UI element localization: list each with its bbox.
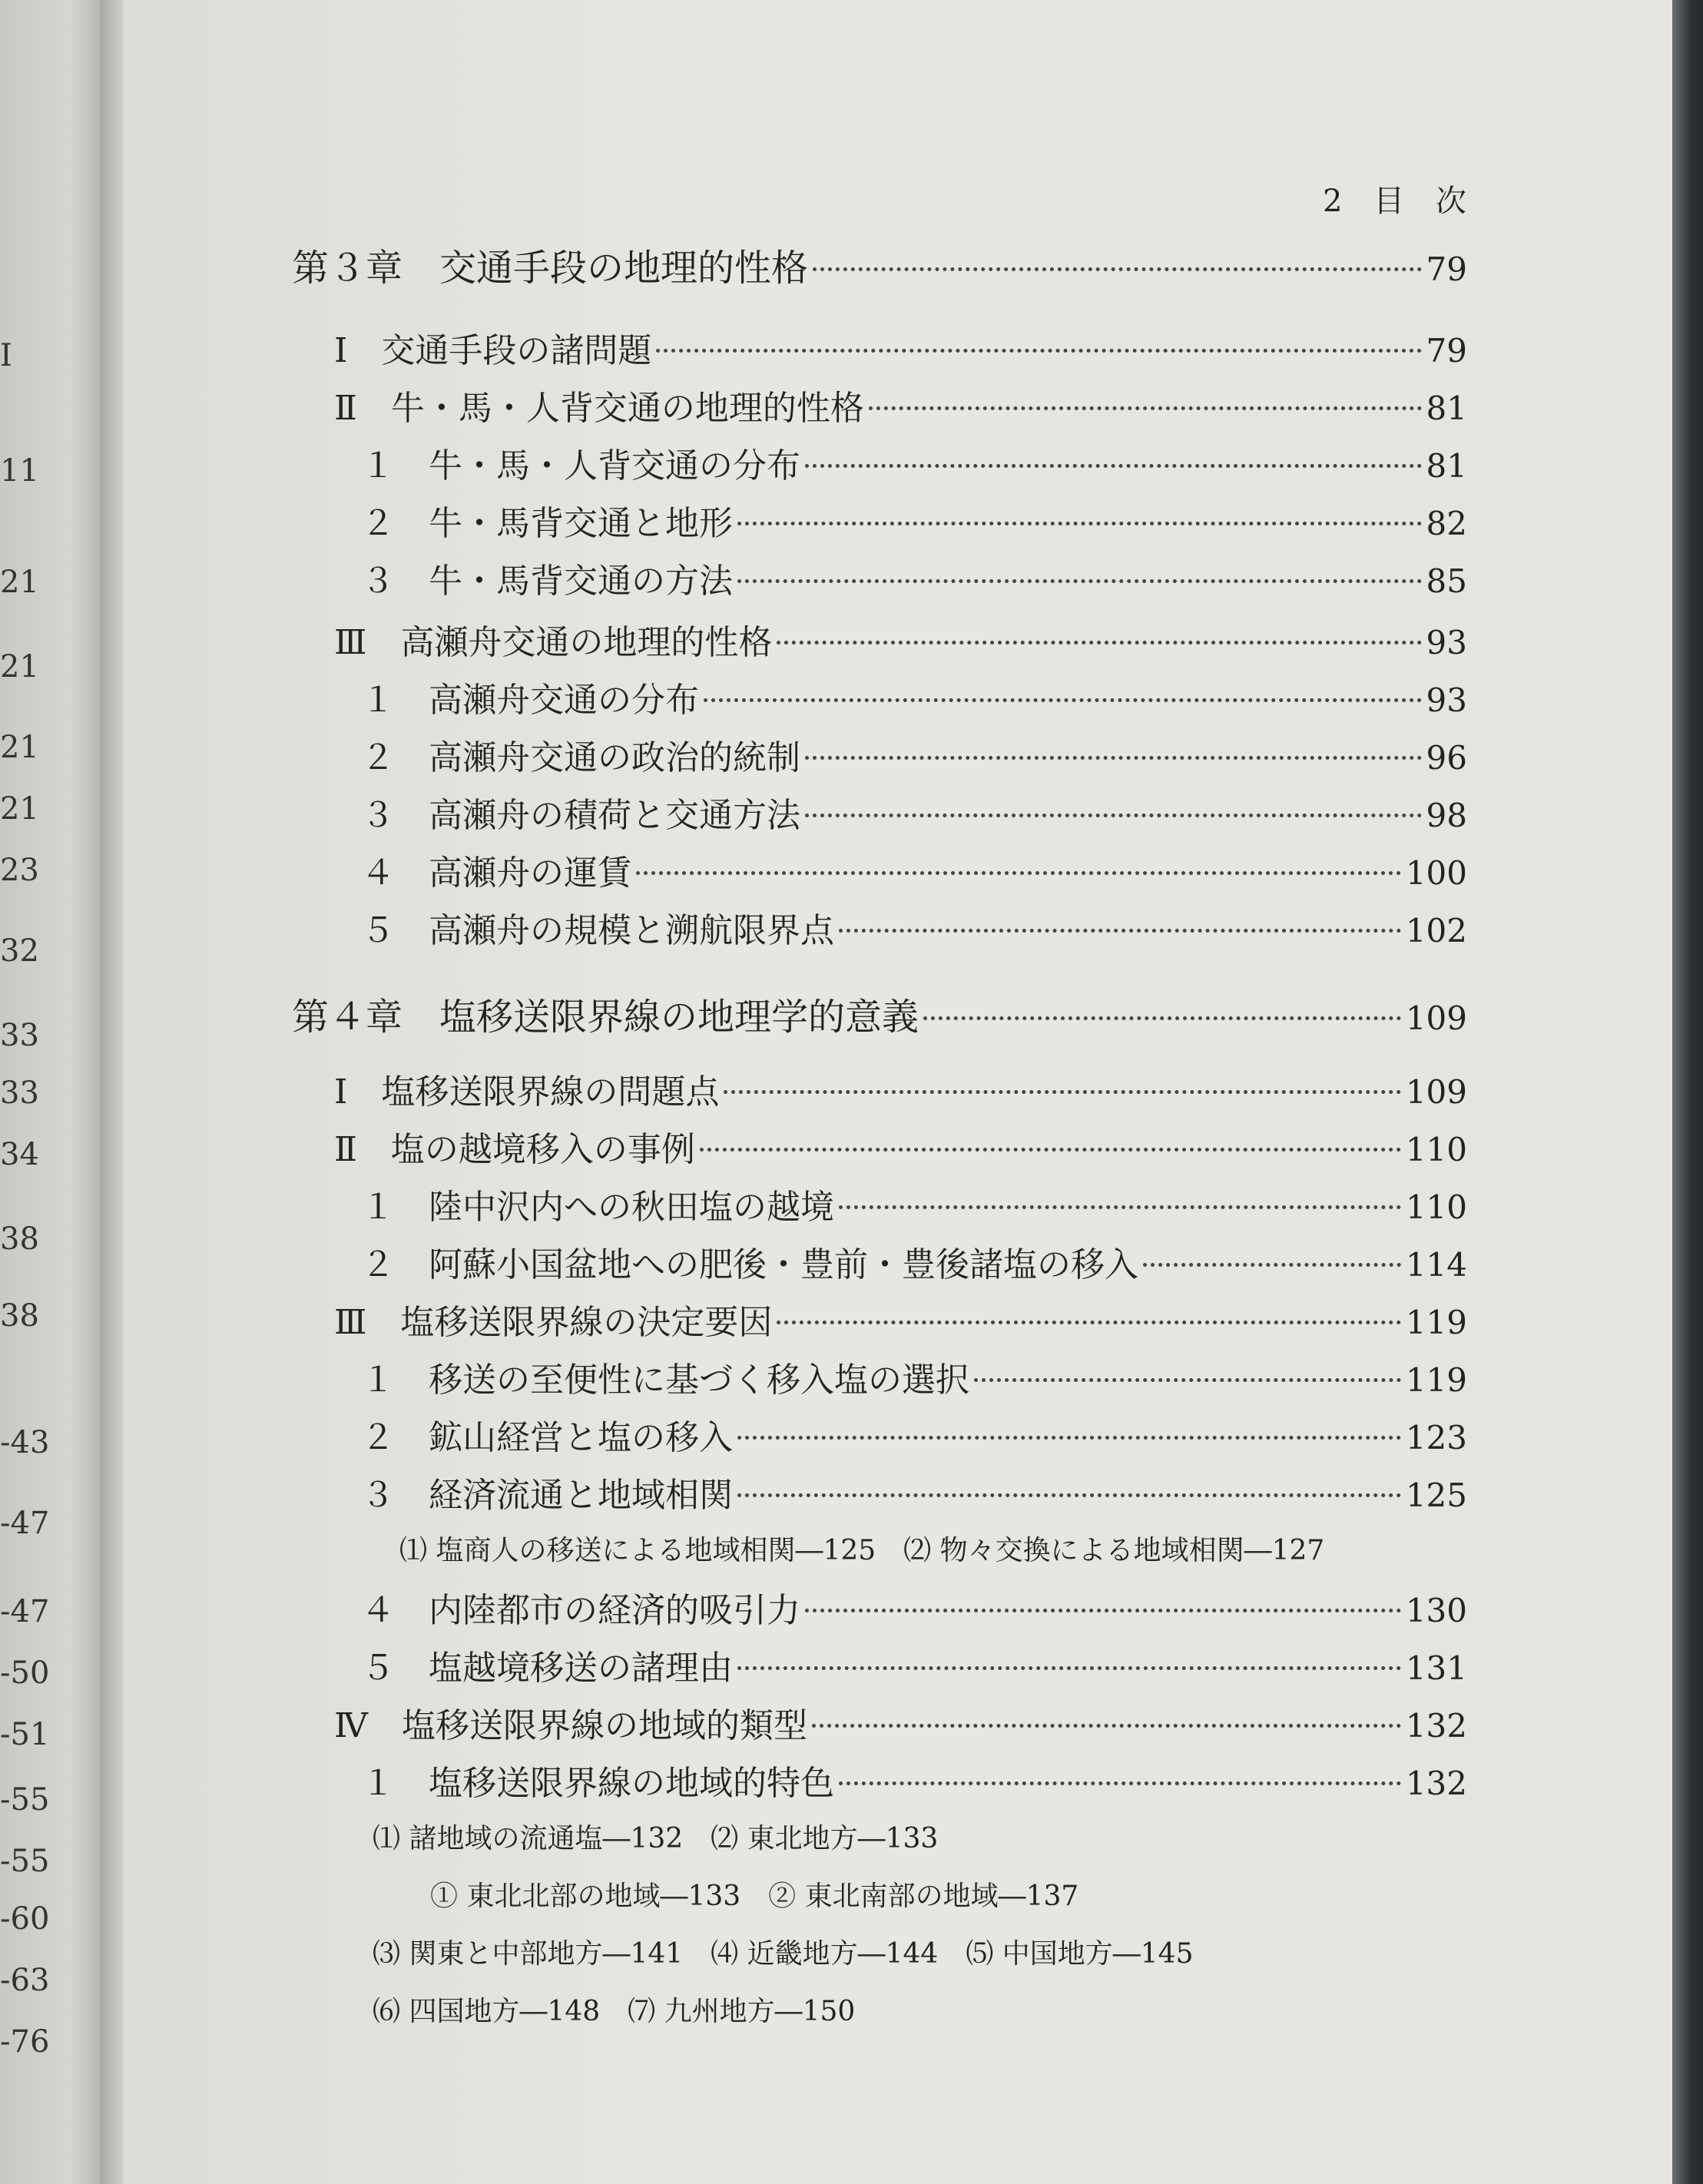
dot-leader	[737, 1666, 1401, 1670]
toc-section	[334, 1294, 1467, 1341]
toc-page-number: 93	[1426, 624, 1467, 661]
toc-detail-line: ⑹ 四国地方―148 ⑺ 九州地方―150	[373, 1996, 856, 2027]
toc-entry-title: Ⅰ 交通手段の諸問題	[334, 331, 652, 370]
left-page-number: -76	[0, 2024, 50, 2060]
toc-subsection	[361, 1237, 1467, 1283]
left-page-number: 38	[0, 1298, 39, 1334]
toc-entry-title: ４ 内陸都市の経済的吸引力	[361, 1591, 800, 1630]
left-page-number: 21	[0, 565, 39, 600]
toc-detail-line: ① 東北北部の地域―133 ② 東北南部の地域―137	[430, 1881, 1079, 1912]
left-page-number: -51	[0, 1717, 50, 1752]
left-page-number: 32	[0, 933, 39, 969]
dot-leader	[700, 1148, 1401, 1152]
toc-entry-title: Ⅱ 牛・馬・人背交通の地理的性格	[334, 389, 864, 428]
toc-section	[334, 615, 1467, 661]
dot-leader	[737, 1493, 1401, 1497]
toc-subsection	[361, 1410, 1467, 1456]
toc-page-number: 79	[1426, 250, 1467, 288]
toc-subsection	[361, 672, 1467, 718]
toc-page-number: 81	[1426, 389, 1467, 427]
dot-leader	[1143, 1263, 1401, 1267]
toc-subsection	[361, 845, 1467, 891]
toc-subsection	[361, 730, 1467, 776]
toc-page-number: 110	[1405, 1188, 1467, 1226]
dot-leader	[737, 522, 1422, 525]
toc-page-number: 102	[1405, 912, 1467, 949]
toc-page-number: 110	[1405, 1131, 1467, 1168]
left-page-number: 34	[0, 1137, 39, 1172]
toc-subsection	[361, 438, 1467, 484]
toc-entry-title: ４ 高瀬舟の運賃	[361, 853, 631, 893]
toc-entry-title: Ⅳ 塩移送限界線の地域的類型	[334, 1706, 807, 1745]
dot-leader	[656, 349, 1421, 353]
toc-page-number: 114	[1405, 1246, 1467, 1284]
toc-page-number: 98	[1426, 797, 1467, 834]
toc-section	[334, 1122, 1467, 1168]
toc-page-number: 119	[1405, 1304, 1467, 1341]
toc-entry-title: １ 塩移送限界線の地域的特色	[361, 1764, 834, 1803]
toc-entry-title: ２ 鉱山経営と塩の移入	[361, 1418, 733, 1457]
toc-entry-title: ２ 高瀬舟交通の政治的統制	[361, 738, 800, 777]
toc-page-number: 109	[1405, 999, 1467, 1037]
dot-leader	[737, 579, 1422, 583]
toc-entry-title: Ⅲ 高瀬舟交通の地理的性格	[334, 623, 773, 662]
toc-entry-title: １ 牛・馬・人背交通の分布	[361, 446, 800, 486]
dot-leader	[813, 267, 1422, 271]
toc-entry-title: Ⅰ 塩移送限界線の問題点	[334, 1072, 720, 1112]
left-page-number: -55	[0, 1782, 50, 1818]
page-header: 2 目 次	[1323, 184, 1477, 219]
dot-leader	[974, 1378, 1401, 1382]
dot-leader	[923, 1016, 1401, 1020]
toc-detail-line: ⑴ 諸地域の流通塩―132 ⑵ 東北地方―133	[373, 1823, 939, 1854]
left-page-number: -43	[0, 1425, 50, 1460]
toc-subsection	[361, 553, 1467, 599]
toc-chapter	[292, 987, 1467, 1039]
toc-entry-title: １ 移送の至便性に基づく移入塩の選択	[361, 1360, 969, 1400]
dot-leader	[805, 1609, 1401, 1612]
toc-entry-title: ５ 塩越境移送の諸理由	[361, 1649, 733, 1688]
toc-subsection	[361, 495, 1467, 542]
toc-entry-title: Ⅱ 塩の越境移入の事例	[334, 1130, 695, 1169]
previous-page-edge	[0, 0, 100, 2184]
toc-page-number: 93	[1426, 681, 1467, 719]
toc-entry-title: ５ 高瀬舟の規模と溯航限界点	[361, 911, 834, 950]
dot-leader	[777, 1321, 1400, 1324]
left-page-number: -55	[0, 1844, 50, 1879]
toc-subsection	[361, 787, 1467, 833]
toc-subsection	[361, 1467, 1467, 1513]
toc-entry-title: ２ 牛・馬背交通と地形	[361, 504, 733, 543]
toc-page-number: 109	[1405, 1073, 1467, 1111]
toc-page-number: 85	[1426, 562, 1467, 600]
dot-leader	[636, 871, 1401, 875]
book-cover-edge	[1672, 0, 1703, 2184]
dot-leader	[805, 464, 1422, 468]
toc-detail-line: ⑴ 塩商人の移送による地域相関―125 ⑵ 物々交換による地域相関―127	[399, 1535, 1325, 1566]
left-page-number: 23	[0, 853, 39, 888]
left-page-number: 38	[0, 1221, 39, 1257]
toc-entry-title: ２ 阿蘇小国盆地への肥後・豊前・豊後諸塩の移入	[361, 1245, 1138, 1284]
dot-leader	[839, 929, 1401, 933]
toc-detail-line: ⑶ 関東と中部地方―141 ⑷ 近畿地方―144 ⑸ 中国地方―145	[373, 1938, 1194, 1970]
left-page-number: -50	[0, 1655, 50, 1691]
left-page-number: 33	[0, 1018, 39, 1053]
left-page-number: -63	[0, 1963, 50, 1998]
toc-chapter	[292, 238, 1467, 290]
toc-subsection	[361, 1640, 1467, 1686]
toc-page-number: 132	[1405, 1765, 1467, 1802]
toc-subsection	[361, 1179, 1467, 1225]
toc-section	[334, 1064, 1467, 1110]
book-gutter	[100, 0, 123, 2184]
toc-entry-title: 第３章 交通手段の地理的性格	[292, 247, 809, 290]
dot-leader	[812, 1724, 1401, 1728]
toc-page-number: 81	[1426, 447, 1467, 485]
toc-subsection	[361, 1352, 1467, 1398]
toc-entry-title: １ 高瀬舟交通の分布	[361, 681, 699, 720]
toc-subsection	[361, 1755, 1467, 1801]
left-page-number: 21	[0, 791, 39, 827]
dot-leader	[724, 1090, 1400, 1094]
dot-leader	[805, 814, 1422, 817]
toc-entry-title: ３ 経済流通と地域相関	[361, 1476, 733, 1515]
toc-subsection	[361, 903, 1467, 949]
left-page-number: 21	[0, 649, 39, 684]
toc-section	[334, 380, 1467, 426]
toc-page-number: 82	[1426, 505, 1467, 542]
toc-section	[334, 1698, 1467, 1744]
toc-page-number: 131	[1405, 1649, 1467, 1687]
toc-page-number: 132	[1405, 1707, 1467, 1745]
toc-entry-title: ３ 高瀬舟の積荷と交通方法	[361, 796, 800, 835]
left-page-number: -47	[0, 1506, 50, 1541]
toc-page-number: 125	[1405, 1476, 1467, 1514]
toc-page-number: 119	[1405, 1361, 1467, 1399]
dot-leader	[839, 1781, 1401, 1785]
dot-leader	[704, 698, 1422, 702]
left-page-number: 21	[0, 730, 39, 765]
left-page-number: I	[0, 338, 12, 373]
left-page-number: 33	[0, 1075, 39, 1111]
toc-page-number: 130	[1405, 1592, 1467, 1629]
dot-leader	[737, 1436, 1401, 1440]
left-page-number: -60	[0, 1901, 50, 1937]
toc-entry-title: Ⅲ 塩移送限界線の決定要因	[334, 1303, 773, 1342]
toc-entry-title: １ 陸中沢内への秋田塩の越境	[361, 1188, 834, 1227]
toc-entry-title: ３ 牛・馬背交通の方法	[361, 562, 733, 601]
toc-section	[334, 323, 1467, 369]
dot-leader	[869, 406, 1422, 410]
toc-page-number: 123	[1405, 1419, 1467, 1457]
toc-page-number: 100	[1405, 854, 1467, 892]
left-page-number: 11	[0, 453, 39, 489]
toc-page-number: 96	[1426, 739, 1467, 777]
toc-subsection	[361, 1582, 1467, 1629]
left-page-number: -47	[0, 1594, 50, 1629]
toc-entry-title: 第４章 塩移送限界線の地理学的意義	[292, 996, 919, 1039]
dot-leader	[805, 756, 1422, 760]
dot-leader	[777, 641, 1421, 645]
dot-leader	[839, 1205, 1401, 1209]
toc-page-number: 79	[1426, 332, 1467, 370]
